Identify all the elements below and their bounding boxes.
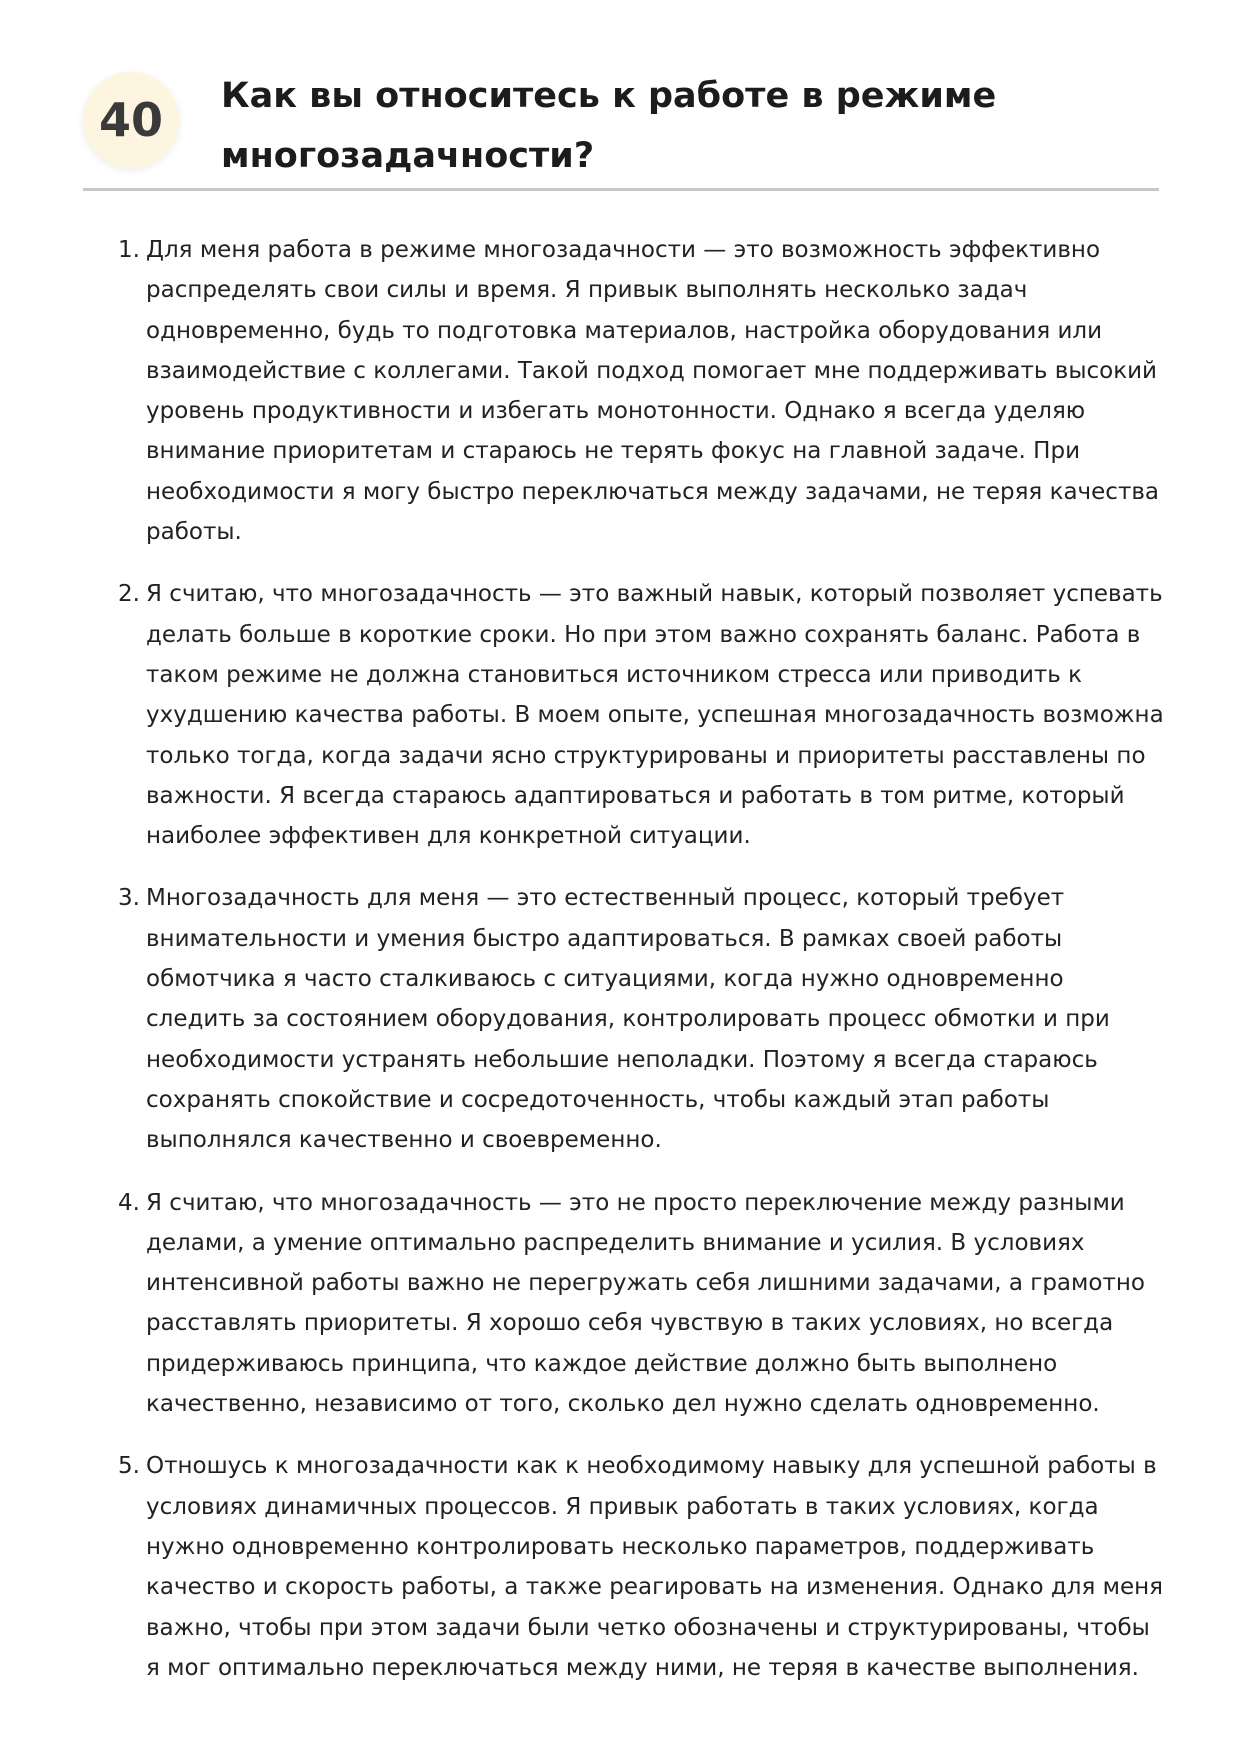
question-header [83, 58, 1159, 191]
answer-item [114, 1183, 1164, 1425]
answer-number: 3. [118, 885, 140, 912]
answer-number: 1. [118, 237, 140, 263]
answer-text: Отношусь к многозадачности как к необходимому навыку для успешной работы в условиях динамичных процессов. Я привык работать в таких условиях, когда нужно одновременно контролировать несколько параметров, поддерживать качество и скорость работы, а также реагировать на изменения. Однако для меня важно, чтобы при этом задачи были четко обозначены и структурированы, чтобы я мог оптимально переключаться между ними, не теряя в качестве выполнения. [146, 1453, 1164, 1681]
answer-item [114, 1446, 1164, 1688]
answer-number: 5. [118, 1453, 140, 1480]
answer-list [114, 230, 1164, 1710]
answer-text: Для меня работа в режиме многозадачности — это возможность эффективно распределять свои силы и время. Я привык выполнять несколько задач одновременно, будь то подготовка материалов, настройка оборудования или взаимодействие с коллегами. Такой подход помогает мне поддерживать высокий уровень продуктивности и избегать монотонности. Однако я всегда уделяю внимание приоритетам и стараюсь не терять фокус на главной задаче. При необходимости я могу быстро переключаться между задачами, не теряя качества работы. [146, 237, 1159, 546]
answer-number: 4. [118, 1189, 140, 1216]
answer-item [114, 574, 1164, 856]
answer-item [114, 230, 1164, 552]
question-number-badge: 40 [83, 72, 179, 168]
answer-text: Многозадачность для меня — это естественный процесс, который требует внимательности и умения быстро адаптироваться. В рамках своей работы обмотчика я часто сталкиваюсь с ситуациями, когда нужно одновременно следить за состоянием оборудования, контролировать процесс обмотки и при необходимости устранять небольшие неполадки. Поэтому я всегда стараюсь сохранять спокойствие и сосредоточенность, чтобы каждый этап работы выполнялся качественно и своевременно. [146, 885, 1110, 1154]
answer-text: Я считаю, что многозадачность — это не просто переключение между разными делами, а умение оптимально распределить внимание и усилия. В условиях интенсивной работы важно не перегружать себя лишними задачами, а грамотно расставлять приоритеты. Я хорошо себя чувствую в таких условиях, но всегда придерживаюсь принципа, что каждое действие должно быть выполнено качественно, независимо от того, сколько дел нужно сделать одновременно. [146, 1189, 1145, 1418]
answer-item [114, 878, 1164, 1160]
answer-number: 2. [118, 581, 140, 608]
answer-text: Я считаю, что многозадачность — это важный навык, который позволяет успевать делать больше в короткие сроки. Но при этом важно сохранять баланс. Работа в таком режиме не должна становиться источником стресса или приводить к ухудшению качества работы. В моем опыте, успешная многозадачность возможна только тогда, когда задачи ясно структурированы и приоритеты расставлены по важности. Я всегда стараюсь адаптироваться и работать в том ритме, который наиболее эффективен для конкретной ситуации. [146, 581, 1164, 850]
question-title: Как вы относитесь к работе в режиме многозадачности? [221, 76, 997, 176]
